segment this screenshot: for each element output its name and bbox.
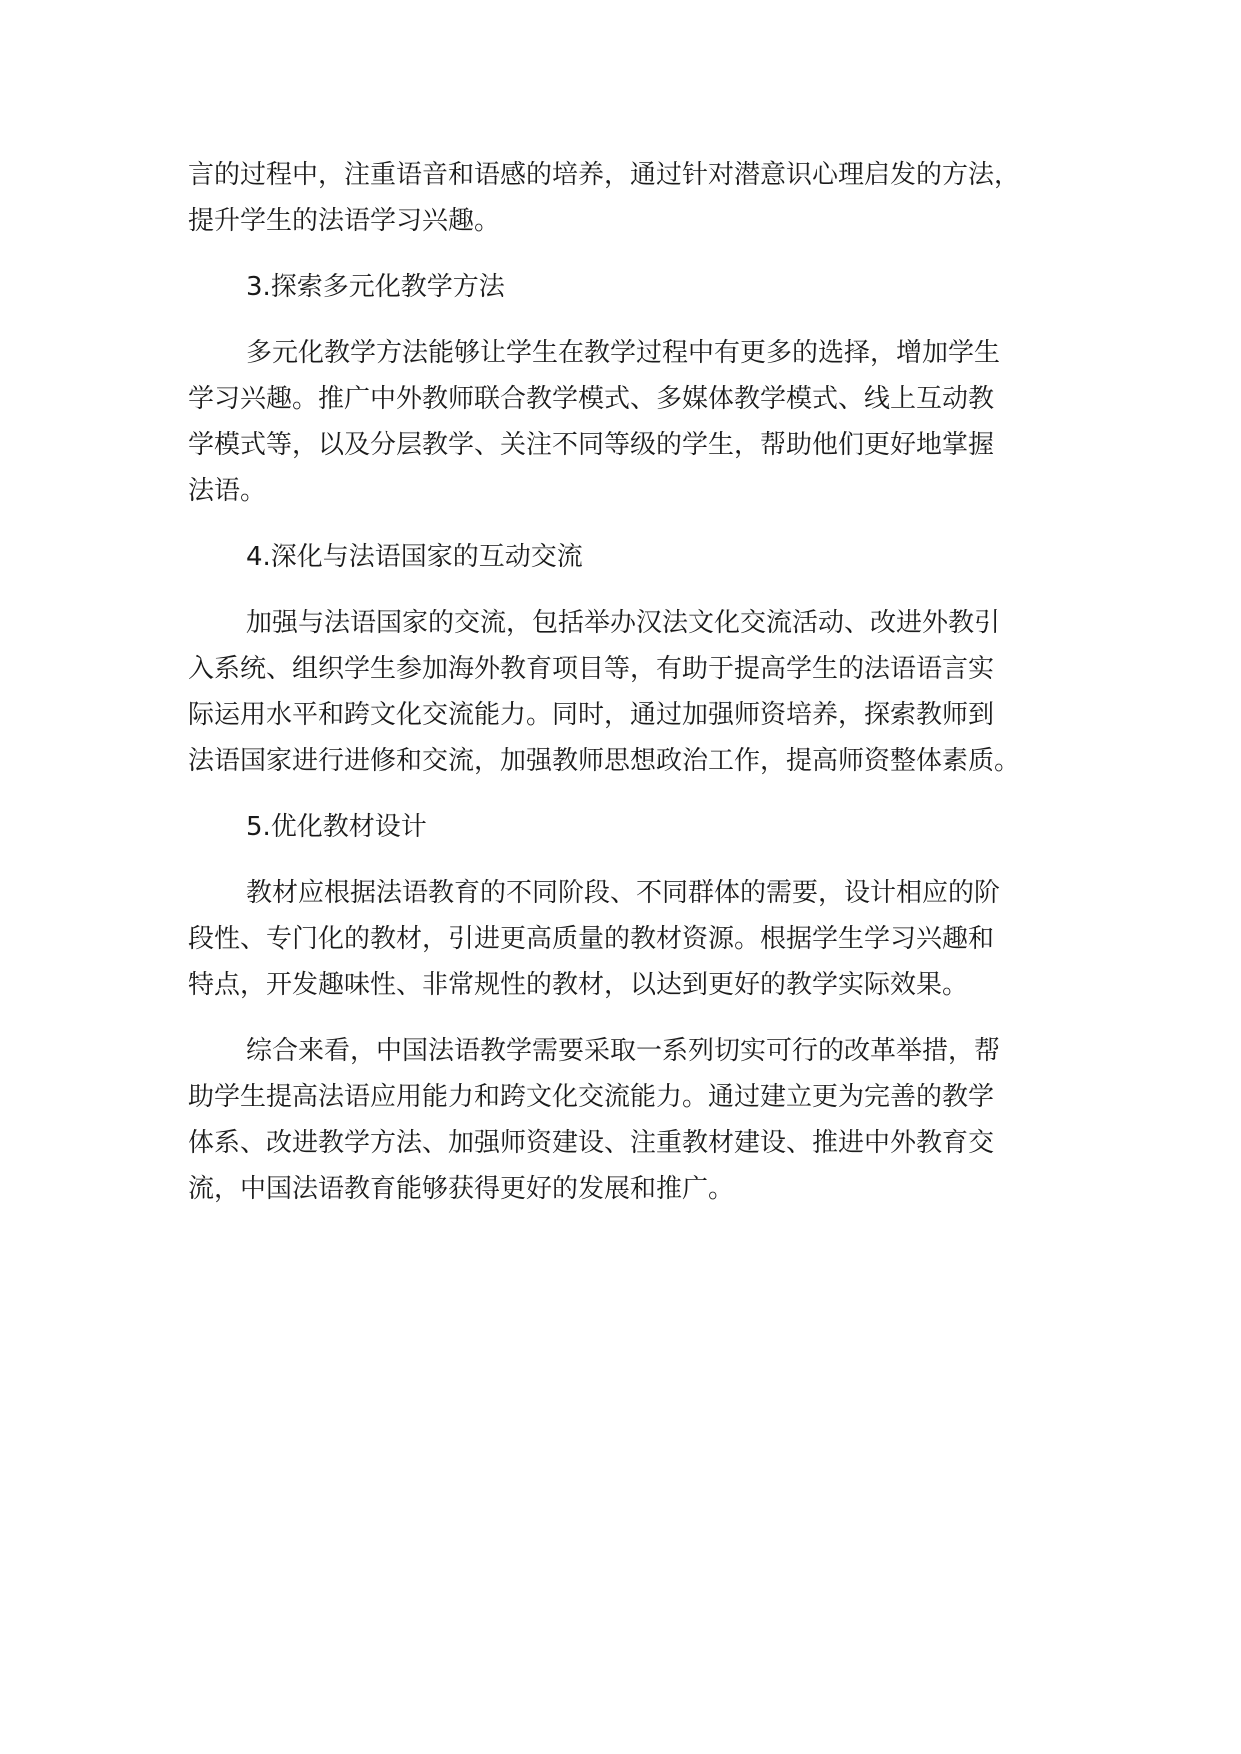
- heading-text: 5.优化教材设计: [246, 812, 427, 842]
- section-heading-5: [188, 804, 1088, 850]
- text-line: 体系、改进教学方法、加强师资建设、注重教材建设、推进中外教育交: [188, 1128, 995, 1158]
- text-line: 特点，开发趣味性、非常规性的教材，以达到更好的教学实际效果。: [188, 970, 969, 1000]
- text-line: 多元化教学方法能够让学生在教学过程中有更多的选择，增加学生: [246, 338, 1001, 368]
- section-heading-4: [188, 534, 1088, 580]
- section-heading-3: [188, 264, 1088, 310]
- text-line: 综合来看，中国法语教学需要采取一系列切实可行的改革举措，帮: [246, 1036, 1001, 1066]
- text-line: 段性、专门化的教材，引进更高质量的教材资源。根据学生学习兴趣和: [188, 924, 995, 954]
- heading-text: 3.探索多元化教学方法: [246, 272, 505, 302]
- paragraph-textbook-design: [188, 870, 1088, 1008]
- text-line: 法语。: [188, 476, 267, 506]
- heading-text: 4.深化与法语国家的互动交流: [246, 542, 583, 572]
- text-line: 学习兴趣。推广中外教师联合教学模式、多媒体教学模式、线上互动教: [188, 384, 995, 414]
- paragraph-exchange: [188, 600, 1088, 784]
- text-line: 教材应根据法语教育的不同阶段、不同群体的需要，设计相应的阶: [246, 878, 1001, 908]
- text-line: 加强与法语国家的交流，包括举办汉法文化交流活动、改进外教引: [246, 608, 1001, 638]
- paragraph-diversified-methods: [188, 330, 1088, 514]
- text-line: 提升学生的法语学习兴趣。: [188, 206, 501, 236]
- text-line: 法语国家进行进修和交流，加强教师思想政治工作，提高师资整体素质。: [188, 746, 1021, 776]
- text-line: 入系统、组织学生参加海外教育项目等，有助于提高学生的法语语言实: [188, 654, 995, 684]
- text-line: 言的过程中，注重语音和语感的培养，通过针对潜意识心理启发的方法，: [188, 160, 1021, 190]
- text-line: 学模式等，以及分层教学、关注不同等级的学生，帮助他们更好地掌握: [188, 430, 995, 460]
- paragraph-continuation: [188, 152, 1088, 244]
- text-line: 流，中国法语教育能够获得更好的发展和推广。: [188, 1174, 735, 1204]
- document-body: [188, 152, 1088, 1232]
- text-line: 际运用水平和跨文化交流能力。同时，通过加强师资培养，探索教师到: [188, 700, 995, 730]
- text-line: 助学生提高法语应用能力和跨文化交流能力。通过建立更为完善的教学: [188, 1082, 995, 1112]
- paragraph-conclusion: [188, 1028, 1088, 1212]
